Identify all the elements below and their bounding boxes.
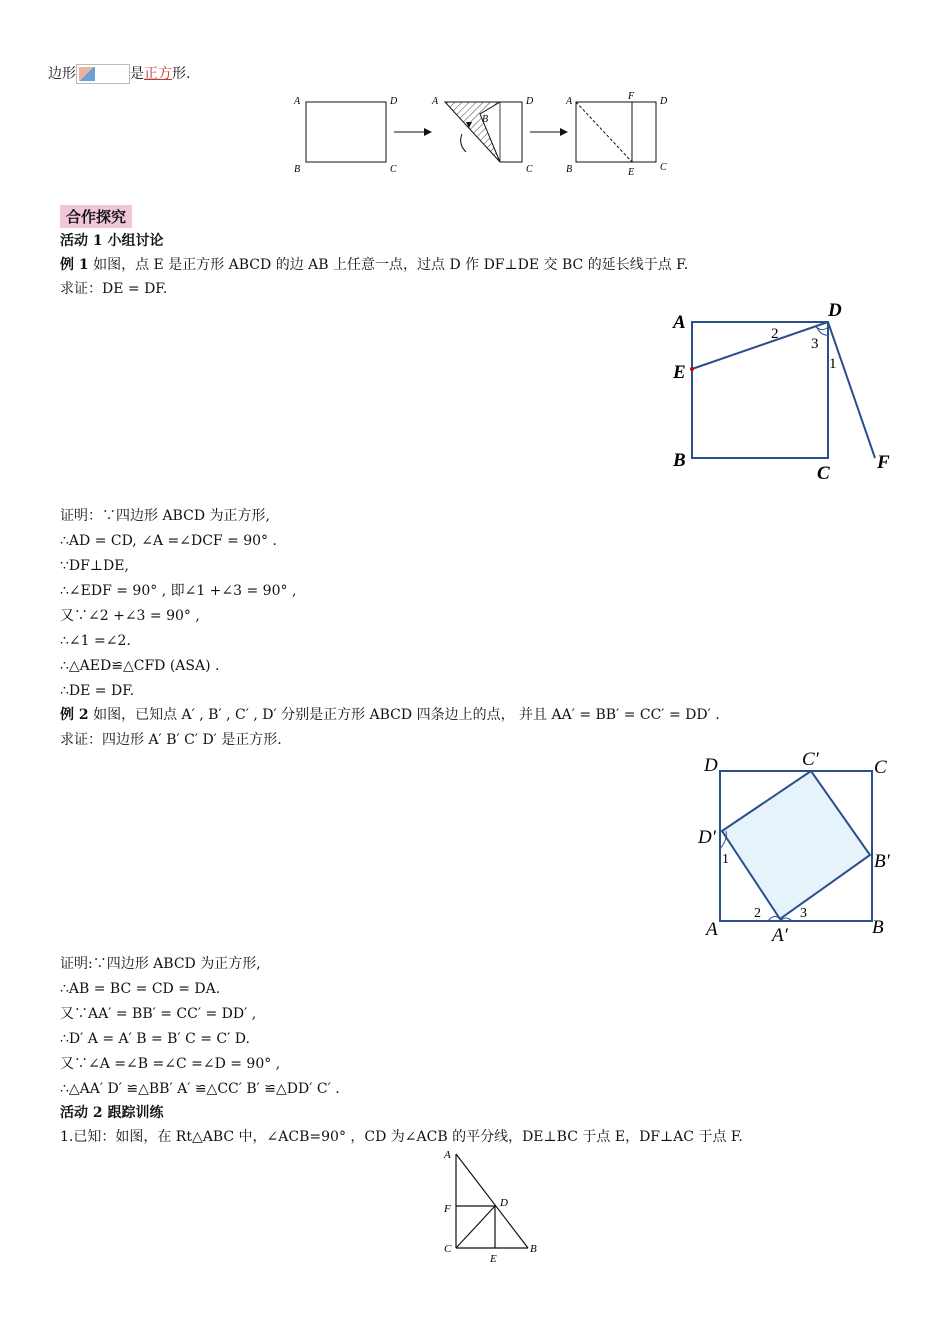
example2-prove: 求证：四边形 A′ B′ C′ D′ 是正方形. [60, 732, 282, 748]
proof1-line: ∵DF⊥DE, [60, 558, 129, 574]
ex2-angle3: 3 [800, 906, 807, 921]
fold2-C: C [526, 164, 533, 175]
fold3-A: A [566, 96, 573, 107]
fold-rect-2 [500, 102, 522, 162]
example2-figure [690, 745, 905, 950]
example1-prove: 求证：DE = DF. [60, 281, 168, 297]
proof1-line: 又∵∠2 +∠3 = 90° , [60, 608, 200, 624]
proof1-line: 证明：∵四边形 ABCD 为正方形, [60, 508, 270, 524]
example2-label: 例 2 [60, 707, 89, 723]
tri-A: A [444, 1149, 451, 1161]
fold3-B: B [566, 164, 573, 175]
tri-C: C [444, 1243, 452, 1255]
proof2-line: ∴△AA′ D′ ≌△BB′ A′ ≌△CC′ B′ ≌△DD′ C′ . [60, 1081, 340, 1097]
fold3-E: E [628, 167, 635, 178]
fold1-C: C [390, 164, 397, 175]
fold3-D: D [660, 96, 668, 107]
example1-figure [665, 296, 905, 486]
fold-figure [290, 90, 680, 180]
example2-text: 如图，已知点 A′ , B′ , C′ , D′ 分别是正方形 ABCD 四条边上的点， 并且 AA′ = BB′ = CC′ = DD′ . [88, 707, 720, 723]
fold-rect-1 [306, 102, 386, 162]
tri-F: F [444, 1203, 451, 1215]
activity1-title: 活动 1 小组讨论 [60, 233, 164, 249]
fold1-B: B [294, 164, 301, 175]
example1-statement [60, 256, 688, 274]
fold2-B: B [482, 114, 489, 125]
fold1-A: A [294, 96, 301, 107]
proof2-line: 又∵AA′ = BB′ = CC′ = DD′ , [60, 1006, 257, 1022]
section-header: 合作探究 [60, 205, 132, 228]
proof1-line: ∴∠1 =∠2. [60, 633, 131, 649]
ex1-E: E [673, 362, 686, 383]
ex2-C: C [874, 757, 887, 778]
ex1-angle3: 3 [811, 336, 819, 352]
proof1-line: ∴AD = CD, ∠A =∠DCF = 90° . [60, 533, 277, 549]
ex1-F: F [877, 452, 890, 473]
example1-text: 如图，点 E 是正方形 ABCD 的边 AB 上任意一点，过点 D 作 DF⊥DE 交 BC 的延长线于点 F. [88, 257, 689, 273]
fold2-D: D [526, 96, 534, 107]
fold-rect-3 [576, 102, 656, 162]
tri-E: E [490, 1253, 497, 1265]
activity2-title: 活动 2 跟踪训练 [60, 1105, 164, 1121]
fold3-C: C [660, 162, 667, 173]
fold3-F: F [628, 91, 635, 102]
ex2-angle2: 2 [754, 906, 761, 921]
ex1-A: A [673, 312, 686, 333]
proof2-line: ∴D′ A = A′ B = B′ C = C′ D. [60, 1031, 250, 1047]
example2-statement [60, 706, 720, 724]
proof1-line: ∴∠EDF = 90° , 即∠1 +∠3 = 90° , [60, 583, 297, 599]
ex2-C-prime: C′ [802, 749, 819, 770]
text-middle: 是 [130, 66, 144, 82]
ex2-A: A [706, 919, 718, 940]
ex2-A-prime: A′ [772, 925, 788, 946]
exercise1-statement: 1.已知：如图，在 Rt△ABC 中，∠ACB=90° ，CD 为∠ACB 的平分线，DE⊥BC 于点 E，DF⊥AC 于点 F. [60, 1129, 743, 1145]
top-line [48, 64, 190, 84]
proof2-line: ∴AB = BC = CD = DA. [60, 981, 221, 997]
exercise1-figure [440, 1148, 550, 1266]
tri-D: D [500, 1197, 508, 1209]
ex1-angle1: 1 [829, 356, 837, 372]
inline-image-icon [76, 64, 130, 84]
ex1-D: D [828, 300, 842, 321]
ex2-D: D [704, 755, 718, 776]
ex2-B: B [872, 917, 884, 938]
text-after: 形. [172, 66, 191, 82]
proof1-line: ∴△AED≌△CFD (ASA) . [60, 658, 220, 674]
text-before: 边形 [48, 66, 76, 82]
folded-flap [445, 102, 500, 162]
ex2-angle1: 1 [722, 852, 729, 867]
fold1-D: D [390, 96, 398, 107]
ex2-D-prime: D′ [698, 827, 716, 848]
ex1-B: B [673, 450, 686, 471]
proof1-line: ∴DE = DF. [60, 683, 135, 699]
answer-text: 正方 [144, 66, 172, 82]
ex1-C: C [817, 463, 830, 484]
fold2-A: A [432, 96, 439, 107]
example1-label: 例 1 [60, 257, 89, 273]
ex1-angle2: 2 [771, 326, 779, 342]
proof2-line: 证明:∵四边形 ABCD 为正方形, [60, 956, 261, 972]
proof2-line: 又∵∠A =∠B =∠C =∠D = 90° , [60, 1056, 281, 1072]
tri-B: B [530, 1243, 537, 1255]
ex2-B-prime: B′ [874, 851, 890, 872]
